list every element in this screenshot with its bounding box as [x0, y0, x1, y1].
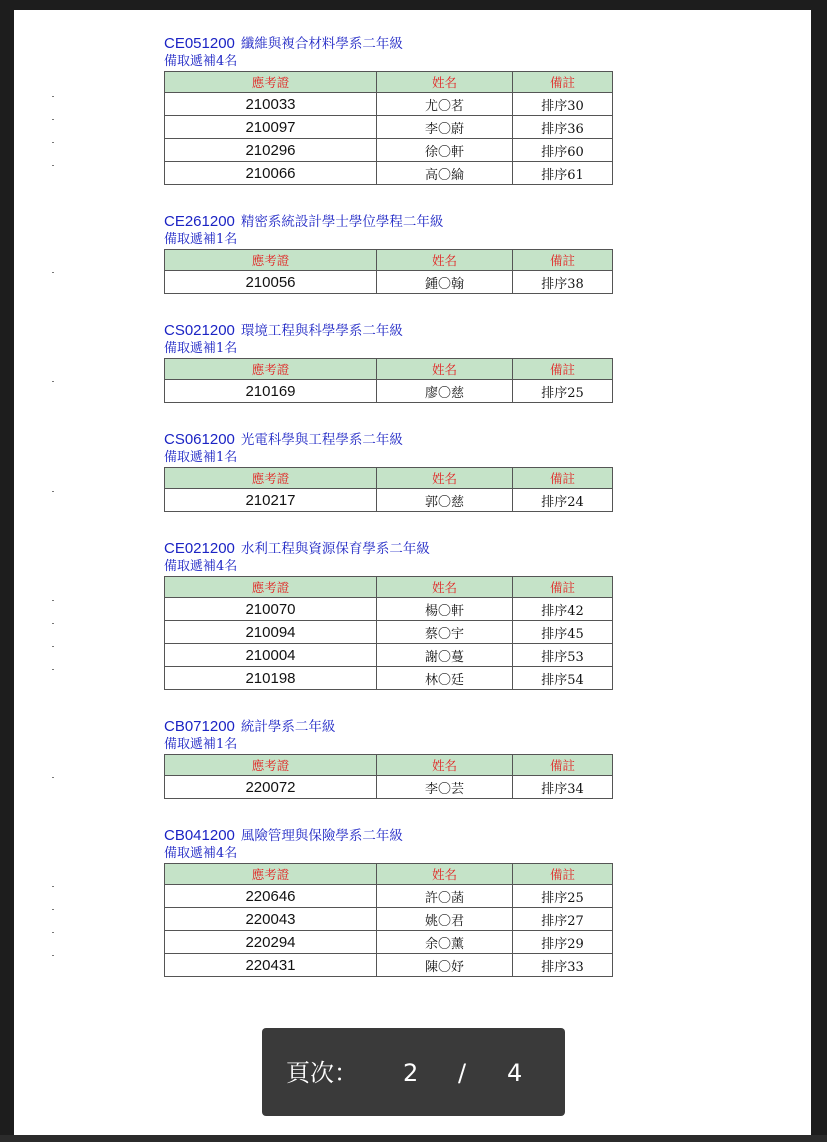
- waitlist-table: [164, 249, 613, 294]
- admission-section: [164, 539, 612, 690]
- waitlist-quota: 備取遞補1名: [164, 232, 238, 247]
- department-code: CS021200: [164, 322, 235, 339]
- header-exam-id: 應考證: [165, 468, 377, 489]
- header-remark: 備註: [513, 755, 613, 776]
- table-row: [165, 139, 613, 162]
- margin-mark: [52, 272, 54, 273]
- header-name: 姓名: [377, 577, 513, 598]
- header-exam-id: 應考證: [165, 577, 377, 598]
- name-cell: 李〇芸: [377, 776, 513, 799]
- margin-mark: [52, 669, 54, 670]
- exam-id-cell: 220072: [165, 776, 377, 799]
- table-row: [165, 116, 613, 139]
- remark-cell: 排序53: [513, 644, 613, 667]
- header-remark: 備註: [513, 468, 613, 489]
- section-title: [164, 34, 612, 53]
- exam-id-cell: 210033: [165, 93, 377, 116]
- department-name: 光電科學與工程學系二年級: [240, 432, 403, 448]
- waitlist-quota: 備取遞補4名: [164, 846, 238, 861]
- waitlist-table: [164, 576, 613, 690]
- exam-id-cell: 210094: [165, 621, 377, 644]
- margin-mark: [52, 623, 54, 624]
- margin-mark: [52, 955, 54, 956]
- section-title: [164, 321, 612, 340]
- remark-cell: 排序29: [513, 931, 613, 954]
- margin-mark: [52, 491, 54, 492]
- table-header-row: [165, 359, 613, 380]
- department-code: CB071200: [164, 718, 235, 735]
- department-name: 水利工程與資源保育學系二年級: [240, 541, 430, 557]
- name-cell: 尤〇茗: [377, 93, 513, 116]
- waitlist-table: [164, 754, 613, 799]
- page-label: 頁次：: [286, 1059, 358, 1087]
- name-cell: 許〇菡: [377, 885, 513, 908]
- margin-mark: [52, 600, 54, 601]
- table-row: [165, 162, 613, 185]
- exam-id-cell: 210169: [165, 380, 377, 403]
- remark-cell: 排序34: [513, 776, 613, 799]
- section-title: [164, 539, 612, 558]
- waitlist-quota: 備取遞補4名: [164, 559, 238, 574]
- admission-section: [164, 826, 612, 977]
- admission-section: [164, 34, 612, 185]
- admission-section: [164, 430, 612, 512]
- table-header-row: [165, 468, 613, 489]
- department-code: CE051200: [164, 35, 235, 52]
- department-code: CE021200: [164, 540, 235, 557]
- table-row: [165, 380, 613, 403]
- table-row: [165, 885, 613, 908]
- department-code: CS061200: [164, 431, 235, 448]
- waitlist-table: [164, 467, 613, 512]
- section-title: [164, 717, 612, 736]
- department-name: 統計學系二年級: [240, 719, 336, 735]
- remark-cell: 排序30: [513, 93, 613, 116]
- remark-cell: 排序36: [513, 116, 613, 139]
- table-row: [165, 598, 613, 621]
- table-row: [165, 644, 613, 667]
- header-exam-id: 應考證: [165, 72, 377, 93]
- name-cell: 楊〇軒: [377, 598, 513, 621]
- name-cell: 林〇廷: [377, 667, 513, 690]
- name-cell: 李〇蔚: [377, 116, 513, 139]
- department-name: 精密系統設計學士學位學程二年級: [240, 214, 444, 230]
- margin-mark: [52, 646, 54, 647]
- department-code: CB041200: [164, 827, 235, 844]
- name-cell: 郭〇慈: [377, 489, 513, 512]
- department-code: CE261200: [164, 213, 235, 230]
- margin-mark: [52, 165, 54, 166]
- margin-mark: [52, 142, 54, 143]
- name-cell: 廖〇慈: [377, 380, 513, 403]
- exam-id-cell: 210296: [165, 139, 377, 162]
- department-name: 風險管理與保險學系二年級: [240, 828, 403, 844]
- header-name: 姓名: [377, 755, 513, 776]
- page-separator: /: [458, 1059, 467, 1087]
- table-row: [165, 954, 613, 977]
- header-exam-id: 應考證: [165, 250, 377, 271]
- exam-id-cell: 210004: [165, 644, 377, 667]
- margin-mark: [52, 909, 54, 910]
- total-pages: 4: [507, 1059, 523, 1087]
- header-remark: 備註: [513, 864, 613, 885]
- table-row: [165, 621, 613, 644]
- waitlist-quota: 備取遞補4名: [164, 54, 238, 69]
- remark-cell: 排序24: [513, 489, 613, 512]
- header-name: 姓名: [377, 250, 513, 271]
- header-remark: 備註: [513, 72, 613, 93]
- section-title: [164, 430, 612, 449]
- department-name: 環境工程與科學學系二年級: [240, 323, 403, 339]
- table-row: [165, 908, 613, 931]
- header-exam-id: 應考證: [165, 864, 377, 885]
- table-header-row: [165, 577, 613, 598]
- remark-cell: 排序61: [513, 162, 613, 185]
- name-cell: 鍾〇翰: [377, 271, 513, 294]
- bottom-bar: [0, 1135, 827, 1142]
- name-cell: 謝〇蔓: [377, 644, 513, 667]
- margin-mark: [52, 886, 54, 887]
- admission-section: [164, 717, 612, 799]
- table-row: [165, 271, 613, 294]
- exam-id-cell: 220646: [165, 885, 377, 908]
- remark-cell: 排序27: [513, 908, 613, 931]
- table-row: [165, 489, 613, 512]
- margin-mark: [52, 381, 54, 382]
- waitlist-table: [164, 863, 613, 977]
- header-name: 姓名: [377, 468, 513, 489]
- name-cell: 高〇綸: [377, 162, 513, 185]
- remark-cell: 排序38: [513, 271, 613, 294]
- table-header-row: [165, 250, 613, 271]
- remark-cell: 排序25: [513, 380, 613, 403]
- name-cell: 陳〇妤: [377, 954, 513, 977]
- table-row: [165, 776, 613, 799]
- waitlist-quota: 備取遞補1名: [164, 450, 238, 465]
- page-indicator: [262, 1028, 565, 1116]
- table-row: [165, 667, 613, 690]
- current-page: 2: [403, 1059, 419, 1087]
- margin-mark: [52, 932, 54, 933]
- admission-section: [164, 212, 612, 294]
- header-remark: 備註: [513, 359, 613, 380]
- table-row: [165, 931, 613, 954]
- table-header-row: [165, 72, 613, 93]
- header-remark: 備註: [513, 577, 613, 598]
- header-exam-id: 應考證: [165, 359, 377, 380]
- exam-id-cell: 220043: [165, 908, 377, 931]
- margin-mark: [52, 777, 54, 778]
- name-cell: 徐〇軒: [377, 139, 513, 162]
- exam-id-cell: 210066: [165, 162, 377, 185]
- header-name: 姓名: [377, 359, 513, 380]
- waitlist-table: [164, 71, 613, 185]
- margin-mark: [52, 96, 54, 97]
- section-title: [164, 826, 612, 845]
- header-exam-id: 應考證: [165, 755, 377, 776]
- remark-cell: 排序42: [513, 598, 613, 621]
- exam-id-cell: 210056: [165, 271, 377, 294]
- waitlist-table: [164, 358, 613, 403]
- table-header-row: [165, 864, 613, 885]
- remark-cell: 排序25: [513, 885, 613, 908]
- header-name: 姓名: [377, 72, 513, 93]
- admission-section: [164, 321, 612, 403]
- name-cell: 余〇薰: [377, 931, 513, 954]
- header-name: 姓名: [377, 864, 513, 885]
- exam-id-cell: 210198: [165, 667, 377, 690]
- name-cell: 姚〇君: [377, 908, 513, 931]
- remark-cell: 排序45: [513, 621, 613, 644]
- remark-cell: 排序60: [513, 139, 613, 162]
- table-row: [165, 93, 613, 116]
- waitlist-quota: 備取遞補1名: [164, 737, 238, 752]
- exam-id-cell: 210217: [165, 489, 377, 512]
- margin-mark: [52, 119, 54, 120]
- department-name: 纖維與複合材料學系二年級: [240, 36, 403, 52]
- exam-id-cell: 220431: [165, 954, 377, 977]
- name-cell: 蔡〇宇: [377, 621, 513, 644]
- exam-id-cell: 210070: [165, 598, 377, 621]
- remark-cell: 排序54: [513, 667, 613, 690]
- header-remark: 備註: [513, 250, 613, 271]
- waitlist-quota: 備取遞補1名: [164, 341, 238, 356]
- remark-cell: 排序33: [513, 954, 613, 977]
- table-header-row: [165, 755, 613, 776]
- section-title: [164, 212, 612, 231]
- exam-id-cell: 220294: [165, 931, 377, 954]
- exam-id-cell: 210097: [165, 116, 377, 139]
